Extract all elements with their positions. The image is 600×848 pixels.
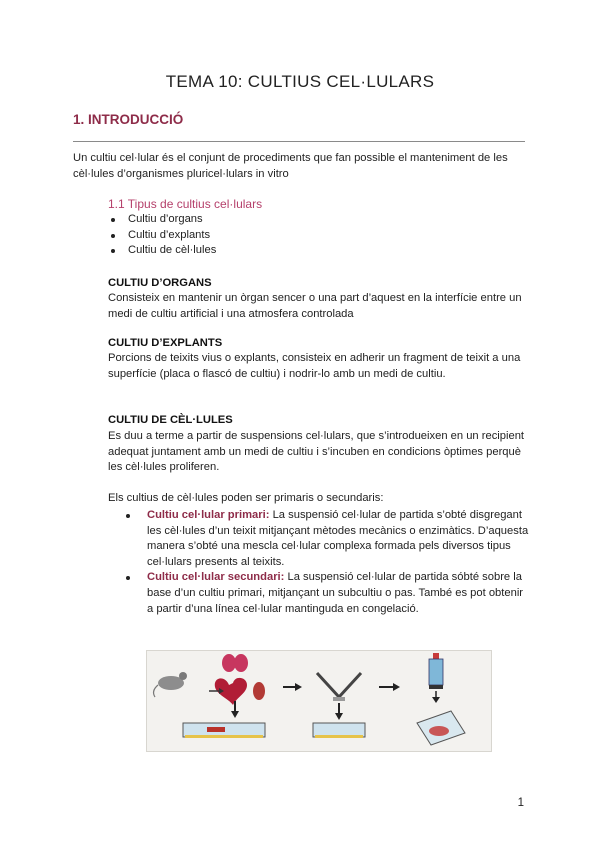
paragraph-cultiu-cellules: Es duu a terme a partir de suspensions cel·lulars, que s’introdueixen en un recipient adequat juntament amb un medi de cultiu i s’incuben en condicions òptimes perquè les cèl·lules proliferen.	[108, 430, 525, 473]
primary-label: Cultiu cel·lular primari:	[147, 509, 270, 521]
page-number: 1	[517, 797, 524, 809]
secondary-text: La suspensió cel·lular de partida sóbté sobre la base d’un cultiu primari, mitjançant un subcultiu o pas. També es pot obtenir a partir d’una línea cel·lular mantinguda en congelació.	[147, 571, 524, 615]
cell-culture-illustration	[146, 650, 492, 752]
list-item-primary	[127, 508, 532, 570]
lungs-icon	[222, 654, 248, 672]
list-item: Cultiu de cèl·lules	[108, 243, 216, 259]
subsection-heading-tipus: 1.1 Tipus de cultius cel·lulars	[108, 197, 263, 211]
list-item: Cultiu d’organs	[108, 212, 216, 228]
cell-types-intro: Els cultius de cèl·lules poden ser primaris o secundaris:	[108, 492, 384, 504]
page-title: TEMA 10: CULTIUS CEL·LULARS	[165, 72, 435, 91]
paragraph-cultiu-organs: Consisteix en mantenir un òrgan sencer o una part d’aquest en la interfície entre un medi de cultiu artificial i una atmosfera controlada	[108, 292, 522, 320]
intro-paragraph: Un cultiu cel·lular és el conjunt de procediments que fan possible el manteniment de les cèl·lules d’organismes pluricel·lulars in vitro	[73, 152, 508, 180]
secondary-label: Cultiu cel·lular secundari:	[147, 571, 285, 584]
heading-cultiu-organs: CULTIU D’ORGANS	[108, 277, 212, 289]
kidney-icon	[253, 682, 265, 700]
list-item-secondary	[127, 570, 532, 617]
list-item: Cultiu d’explants	[108, 228, 216, 244]
heading-cultiu-cellules: CULTIU DE CÈL·LULES	[108, 414, 233, 426]
cell-culture-kinds-list	[127, 508, 532, 617]
primary-text: La suspensió cel·lular de partida s’obté disgregant les cèl·lules d’un teixit mitjançant mètodes mecànics o enzimàtics. D’aquesta manera s’obté una mescla cel·lular complexa formada pels diversos tipus cel·lulars presents al teixits.	[147, 509, 529, 568]
heading-cultiu-explants: CULTIU D’EXPLANTS	[108, 337, 223, 349]
culture-types-list	[108, 212, 216, 259]
paragraph-cultiu-explants: Porcions de teixits vius o explants, consisteix en adherir un fragment de teixit a una superfície (placa o flascó de cultiu) i nodrir-lo amb un medi de cultiu.	[108, 352, 521, 380]
section-divider	[73, 141, 525, 142]
section-heading-introduccio: 1. INTRODUCCIÓ	[73, 112, 184, 127]
mouse-icon	[154, 672, 187, 697]
